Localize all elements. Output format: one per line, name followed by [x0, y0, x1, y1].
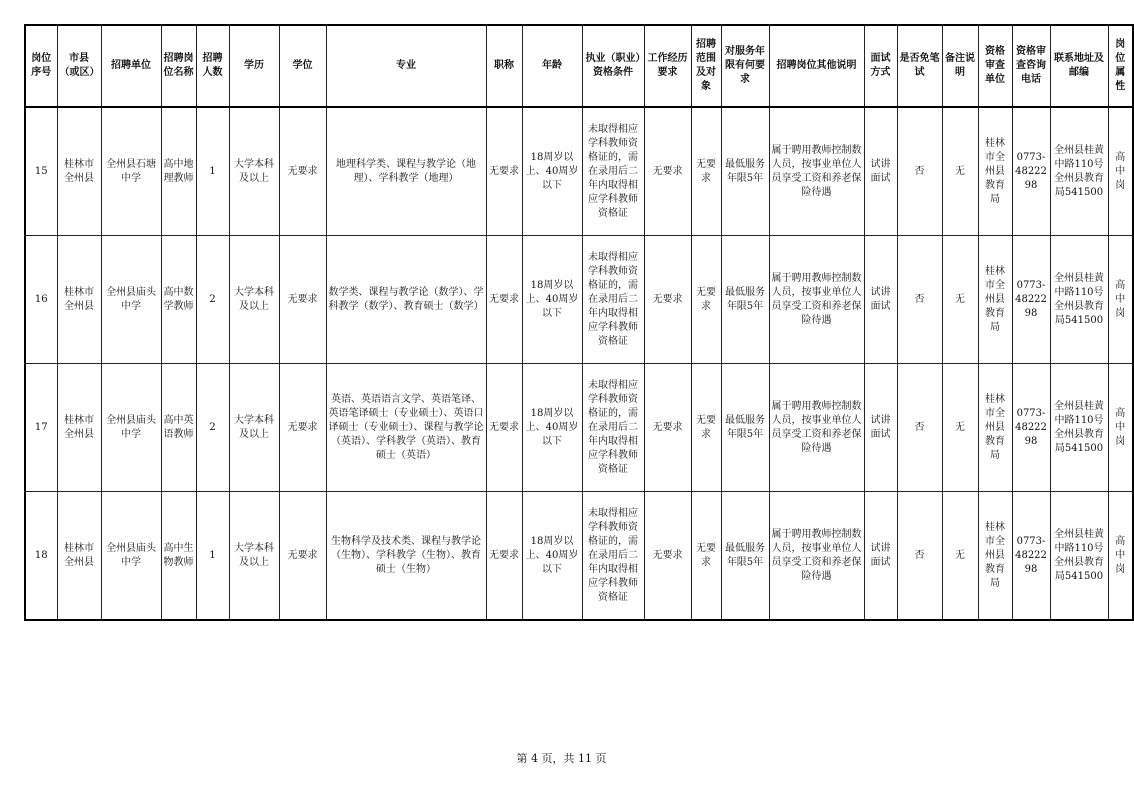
table-cell: 2	[196, 364, 229, 492]
table-cell: 地理科学类、课程与教学论（地理）、学科教学（地理）	[326, 107, 486, 236]
table-cell: 无要求	[644, 236, 691, 364]
header-cell: 备注说明	[942, 25, 978, 107]
table-cell: 试讲面试	[864, 492, 897, 621]
table-cell: 桂林市全州县	[57, 236, 101, 364]
table-cell: 高中岗	[1108, 107, 1133, 236]
table-cell: 最低服务年限5年	[721, 364, 769, 492]
table-cell: 大学本科及以上	[229, 492, 279, 621]
table-cell: 16	[25, 236, 57, 364]
table-cell: 0773-4822298	[1012, 236, 1050, 364]
table-cell: 桂林市全州县	[57, 492, 101, 621]
table-cell: 试讲面试	[864, 364, 897, 492]
table-cell: 2	[196, 236, 229, 364]
header-cell: 对服务年限有何要求	[721, 25, 769, 107]
table-cell: 属于聘用教师控制数人员，按事业单位人员享受工资和养老保险待遇	[769, 236, 864, 364]
table-cell: 无要求	[644, 364, 691, 492]
table-cell: 最低服务年限5年	[721, 236, 769, 364]
header-cell: 资格审查单位	[978, 25, 1012, 107]
table-cell: 高中地理教师	[161, 107, 196, 236]
table-cell: 桂林市全州县教育局	[978, 107, 1012, 236]
table-body	[25, 107, 1133, 620]
table-cell: 全州县庙头中学	[101, 364, 161, 492]
table-cell: 0773-4822298	[1012, 492, 1050, 621]
table-cell: 无要求	[279, 236, 326, 364]
table-cell: 最低服务年限5年	[721, 492, 769, 621]
table-cell: 否	[897, 364, 942, 492]
table-cell: 无要求	[486, 492, 522, 621]
table-cell: 属于聘用教师控制数人员，按事业单位人员享受工资和养老保险待遇	[769, 492, 864, 621]
header-cell: 资格审查咨询电话	[1012, 25, 1050, 107]
table-cell: 大学本科及以上	[229, 107, 279, 236]
header-cell: 招聘人数	[196, 25, 229, 107]
header-cell: 联系地址及邮编	[1050, 25, 1108, 107]
header-cell: 岗位序号	[25, 25, 57, 107]
header-row	[25, 25, 1133, 107]
header-cell: 市县（或区）	[57, 25, 101, 107]
table-cell: 18	[25, 492, 57, 621]
table-cell: 否	[897, 236, 942, 364]
table-cell: 未取得相应学科教师资格证的，需在录用后二年内取得相应学科教师资格证	[582, 492, 644, 621]
table-cell: 未取得相应学科教师资格证的，需在录用后二年内取得相应学科教师资格证	[582, 107, 644, 236]
table-cell: 否	[897, 492, 942, 621]
table-cell: 全州县桂黄中路110号全州县教育局541500	[1050, 364, 1108, 492]
table-row	[25, 492, 1133, 621]
table-cell: 无要求	[691, 107, 721, 236]
table-cell: 全州县庙头中学	[101, 492, 161, 621]
table-cell: 属于聘用教师控制数人员，按事业单位人员享受工资和养老保险待遇	[769, 364, 864, 492]
table-cell: 无要求	[279, 364, 326, 492]
header-cell: 职称	[486, 25, 522, 107]
table-cell: 无	[942, 236, 978, 364]
table-cell: 高中数学教师	[161, 236, 196, 364]
table-cell: 全州县桂黄中路110号全州县教育局541500	[1050, 492, 1108, 621]
table-cell: 18周岁以上、40周岁以下	[522, 492, 582, 621]
table-cell: 无要求	[486, 364, 522, 492]
table-cell: 无要求	[486, 236, 522, 364]
table-cell: 无	[942, 492, 978, 621]
table-cell: 大学本科及以上	[229, 236, 279, 364]
header-cell: 专业	[326, 25, 486, 107]
page-footer: 第 4 页，共 11 页	[516, 752, 607, 765]
table-cell: 无	[942, 364, 978, 492]
table-cell: 属于聘用教师控制数人员，按事业单位人员享受工资和养老保险待遇	[769, 107, 864, 236]
table-cell: 生物科学及技术类、课程与教学论（生物）、学科教学（生物）、教育硕士（生物）	[326, 492, 486, 621]
table-cell: 高中英语教师	[161, 364, 196, 492]
table-cell: 否	[897, 107, 942, 236]
table-cell: 未取得相应学科教师资格证的，需在录用后二年内取得相应学科教师资格证	[582, 364, 644, 492]
header-cell: 招聘岗位名称	[161, 25, 196, 107]
table-cell: 最低服务年限5年	[721, 107, 769, 236]
table-cell: 无要求	[644, 107, 691, 236]
table-row	[25, 364, 1133, 492]
table-cell: 桂林市全州县教育局	[978, 364, 1012, 492]
table-cell: 桂林市全州县	[57, 364, 101, 492]
table-cell: 全州县庙头中学	[101, 236, 161, 364]
table-cell: 试讲面试	[864, 236, 897, 364]
header-cell: 年龄	[522, 25, 582, 107]
table-cell: 试讲面试	[864, 107, 897, 236]
table-cell: 18周岁以上、40周岁以下	[522, 107, 582, 236]
header-cell: 工作经历要求	[644, 25, 691, 107]
header-cell: 学位	[279, 25, 326, 107]
table-cell: 无要求	[691, 236, 721, 364]
table-cell: 0773-4822298	[1012, 364, 1050, 492]
table-cell: 无要求	[691, 492, 721, 621]
header-cell: 面试方式	[864, 25, 897, 107]
header-cell: 执业（职业）资格条件	[582, 25, 644, 107]
table-cell: 高中生物教师	[161, 492, 196, 621]
table-cell: 全州县石塘中学	[101, 107, 161, 236]
table-cell: 桂林市全州县教育局	[978, 236, 1012, 364]
table-cell: 英语、英语语言文学、英语笔译、英语笔译硕士（专业硕士）、英语口译硕士（专业硕士）、课程与教学论（英语）、学科教学（英语）、教育硕士（英语）	[326, 364, 486, 492]
table-row	[25, 236, 1133, 364]
table-cell: 17	[25, 364, 57, 492]
table-cell: 18周岁以上、40周岁以下	[522, 236, 582, 364]
header-cell: 招聘单位	[101, 25, 161, 107]
header-cell: 岗位属性	[1108, 25, 1133, 107]
table-cell: 未取得相应学科教师资格证的，需在录用后二年内取得相应学科教师资格证	[582, 236, 644, 364]
table-cell: 18周岁以上、40周岁以下	[522, 364, 582, 492]
table-cell: 无要求	[486, 107, 522, 236]
recruitment-table	[24, 24, 1134, 621]
table-cell: 全州县桂黄中路110号全州县教育局541500	[1050, 107, 1108, 236]
table-cell: 无要求	[279, 107, 326, 236]
table-cell: 桂林市全州县	[57, 107, 101, 236]
header-cell: 招聘岗位其他说明	[769, 25, 864, 107]
table-cell: 0773-4822298	[1012, 107, 1050, 236]
table-cell: 高中岗	[1108, 364, 1133, 492]
table-cell: 无	[942, 107, 978, 236]
table-cell: 无要求	[279, 492, 326, 621]
table-cell: 高中岗	[1108, 236, 1133, 364]
header-cell: 招聘范围及对象	[691, 25, 721, 107]
table-cell: 高中岗	[1108, 492, 1133, 621]
table-cell: 全州县桂黄中路110号全州县教育局541500	[1050, 236, 1108, 364]
header-cell: 学历	[229, 25, 279, 107]
table-cell: 1	[196, 492, 229, 621]
table-row	[25, 107, 1133, 236]
table-cell: 桂林市全州县教育局	[978, 492, 1012, 621]
header-cell: 是否免笔试	[897, 25, 942, 107]
table-cell: 无要求	[691, 364, 721, 492]
table-cell: 数学类、课程与教学论（数学）、学科教学（数学）、教育硕士（数学）	[326, 236, 486, 364]
table-cell: 1	[196, 107, 229, 236]
table-cell: 无要求	[644, 492, 691, 621]
table-cell: 15	[25, 107, 57, 236]
table-cell: 大学本科及以上	[229, 364, 279, 492]
